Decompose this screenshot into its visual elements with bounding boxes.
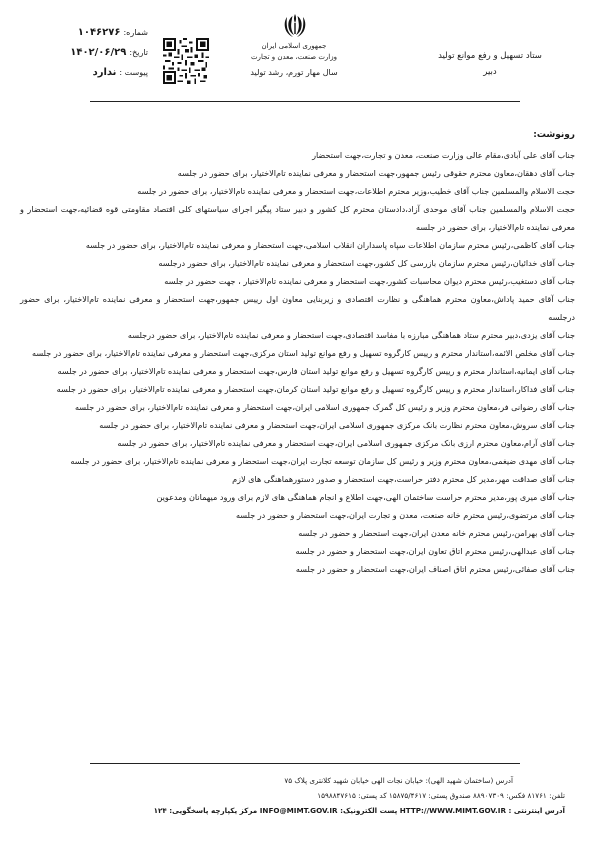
year-slogan: سال مهار تورم، رشد تولید bbox=[250, 68, 338, 77]
cc-line: جناب آقای صداقت مهر،مدیر کل محترم دفتر حراست،جهت استحضار و صدور دستورهماهنگی های لازم bbox=[232, 474, 575, 484]
cc-line: حجت الاسلام والمسلمین جناب آقای خطیب،وزیر محترم اطلاعات،جهت استحضار و معرفی نماینده تام‌الاختیار، برای حضور در جلسه bbox=[137, 186, 575, 196]
office-role: دبیر bbox=[483, 67, 497, 78]
cc-line: جناب آقای صفائی،رئیس محترم اتاق اصناف ایران،جهت استحضار و حضور در جلسه bbox=[295, 564, 575, 574]
cc-line: جناب آقای عبدالهی،رئیس محترم اتاق تعاون ایران،جهت استحضار و حضور در جلسه bbox=[295, 546, 575, 556]
cc-section bbox=[20, 126, 575, 578]
republic-title: جمهوری اسلامی ایران bbox=[261, 42, 327, 50]
cc-line: جناب آقای یزدی،دبیر محترم ستاد هماهنگی مبارزه با مفاسد اقتصادی،جهت استحضار و معرفی نماینده تام‌الاختیار، برای حضور درجلسه bbox=[127, 330, 575, 340]
letter-date-label: تاریخ: bbox=[129, 48, 148, 57]
ministry-block bbox=[230, 42, 358, 77]
letter-date-value: ۱۴۰۲/۰۶/۲۹ bbox=[70, 47, 127, 58]
cc-line: حجت الاسلام والمسلمین جناب آقای موحدی آزاد،دادستان محترم کل کشور و دبیر ستاد پیگیر اجرای سیاستهای کلی اقتصاد مقاومتی قوه قضائیه،جهت استحضار و معرفی نماینده تام‌الاختیار، برای حضور در جلسه bbox=[20, 204, 575, 232]
footer-divider bbox=[90, 763, 520, 764]
attachment-value: ندارد bbox=[92, 67, 117, 78]
cc-line: جناب آقای میری پور،مدیر محترم حراست ساختمان الهی،جهت اطلاع و انجام هماهنگی های لازم برای ورود میهمانان ومدعوین bbox=[156, 492, 575, 502]
letter-meta bbox=[28, 28, 148, 88]
cc-line: جناب آقای خدائیان،رئیس محترم سازمان بازرسی کل کشور،جهت استحضار و معرفی نماینده تام‌الاختیار، برای حضور درجلسه bbox=[158, 258, 575, 268]
letter-number-value: ۱۰۴۶۲۷۶ bbox=[77, 27, 121, 38]
cc-title: رونوشت: bbox=[533, 130, 575, 140]
cc-line: جناب آقای بهرامن،رئیس محترم خانه معدن ایران،جهت استحضار و حضور در جلسه bbox=[298, 528, 575, 538]
letter-footer bbox=[30, 773, 565, 818]
cc-line: جناب آقای آرام،معاون محترم ارزی بانک مرکزی جمهوری اسلامی ایران،جهت استحضار و معرفی نماینده تام‌الاختیار، برای حضور در جلسه bbox=[117, 438, 575, 448]
cc-line: جناب آقای سروش،معاون محترم نظارت بانک مرکزی جمهوری اسلامی ایران،جهت استحضار و معرفی نماینده تام‌الاختیار، برای حضور در جلسه bbox=[99, 420, 575, 430]
qr-code bbox=[163, 38, 209, 84]
sender-office bbox=[415, 48, 565, 80]
cc-line: جناب آقای مرتضوی،رئیس محترم خانه صنعت، معدن و تجارت ایران،جهت استحضار و حضور در جلسه bbox=[235, 510, 575, 520]
cc-line: جناب آقای کاظمی،رئیس محترم سازمان اطلاعات سپاه پاسداران انقلاب اسلامی،جهت استحضار و معرفی نماینده تام‌الاختیار، برای حضور در جلسه bbox=[85, 240, 575, 250]
cc-line: جناب آقای دهقان،معاون محترم حقوقی رئیس جمهور،جهت استحضار و معرفی نماینده تام‌الاختیار، برای حضور در جلسه bbox=[177, 168, 575, 178]
cc-line: جناب آقای مخلص الائمه،استاندار محترم و رییس کارگروه تسهیل و رفع موانع تولید استان مرکزی،جهت استحضار و معرفی نماینده تام‌الاختیار، برای حضور در جلسه bbox=[32, 348, 575, 358]
attachment-row bbox=[28, 68, 148, 88]
cc-line: جناب آقای حمید پاداش،معاون محترم هماهنگی و نظارت اقتصادی و زیربنایی معاون اول رییس جمهور،جهت استحضار و معرفی نماینده تام‌الاختیار، برای حضور درجلسه bbox=[20, 294, 575, 322]
letter-number-row bbox=[28, 28, 148, 48]
office-title: ستاد تسهیل و رفع موانع تولید bbox=[438, 51, 542, 61]
footer-address: آدرس (ساختمان شهید الهی): خیابان نجات الهی خیابان شهید کلانتری پلاک ۷۵ bbox=[284, 776, 513, 785]
cc-line: جناب آقای فداکار،استاندار محترم و رییس کارگروه تسهیل و رفع موانع تولید استان کرمان،جهت استحضار و معرفی نماینده تام‌الاختیار، برای حضور در جلسه bbox=[56, 384, 575, 394]
header-divider bbox=[90, 101, 520, 102]
letter-number-label: شماره: bbox=[123, 28, 148, 37]
cc-line: جناب آقای علی آبادی،مقام عالی وزارت صنعت، معدن و تجارت،جهت استحضار bbox=[312, 150, 575, 160]
cc-line: جناب آقای ایمانیه،استاندار محترم و رییس کارگروه تسهیل و رفع موانع تولید استان فارس،جهت استحضار و معرفی نماینده تام‌الاختیار، برای حضور در جلسه bbox=[57, 366, 575, 376]
cc-line: جناب آقای رضوانی فر،معاون محترم وزیر و رئیس کل گمرک جمهوری اسلامی ایران،جهت استحضار و معرفی نماینده تام‌الاختیار، برای حضور در جلسه bbox=[74, 402, 575, 412]
cc-line: جناب آقای مهدی ضیغمی،معاون محترم وزیر و رئیس کل سازمان توسعه تجارت ایران،جهت استحضار و معرفی نماینده تام‌الاختیار، برای حضور در جلسه bbox=[70, 456, 575, 466]
cc-line: جناب آقای دستغیب،رئیس محترم دیوان محاسبات کشور،جهت استحضار و معرفی نماینده تام‌الاختیار ، جهت حضور در جلسه bbox=[164, 276, 575, 286]
iran-emblem-icon bbox=[283, 12, 307, 40]
footer-web: آدرس اینترنتی : HTTP://WWW.MIMT.GOV.IR پست الکترونیک: INFO@MIMT.GOV.IR مرکز یکپارچه پاسخگویی: ۱۲۴ bbox=[153, 806, 565, 815]
ministry-title: وزارت صنعت، معدن و تجارت bbox=[250, 53, 338, 61]
footer-contacts: تلفن: ۸۱۷۶۱ فکس: ۸۸۹۰۷۳۰۹ صندوق پستی: ۱۵۸۷۵/۴۶۱۷ کد پستی: ۱۵۹۸۸۴۷۶۱۵ bbox=[317, 791, 565, 800]
attachment-label: پیوست : bbox=[119, 68, 148, 77]
letter-date-row bbox=[28, 48, 148, 68]
